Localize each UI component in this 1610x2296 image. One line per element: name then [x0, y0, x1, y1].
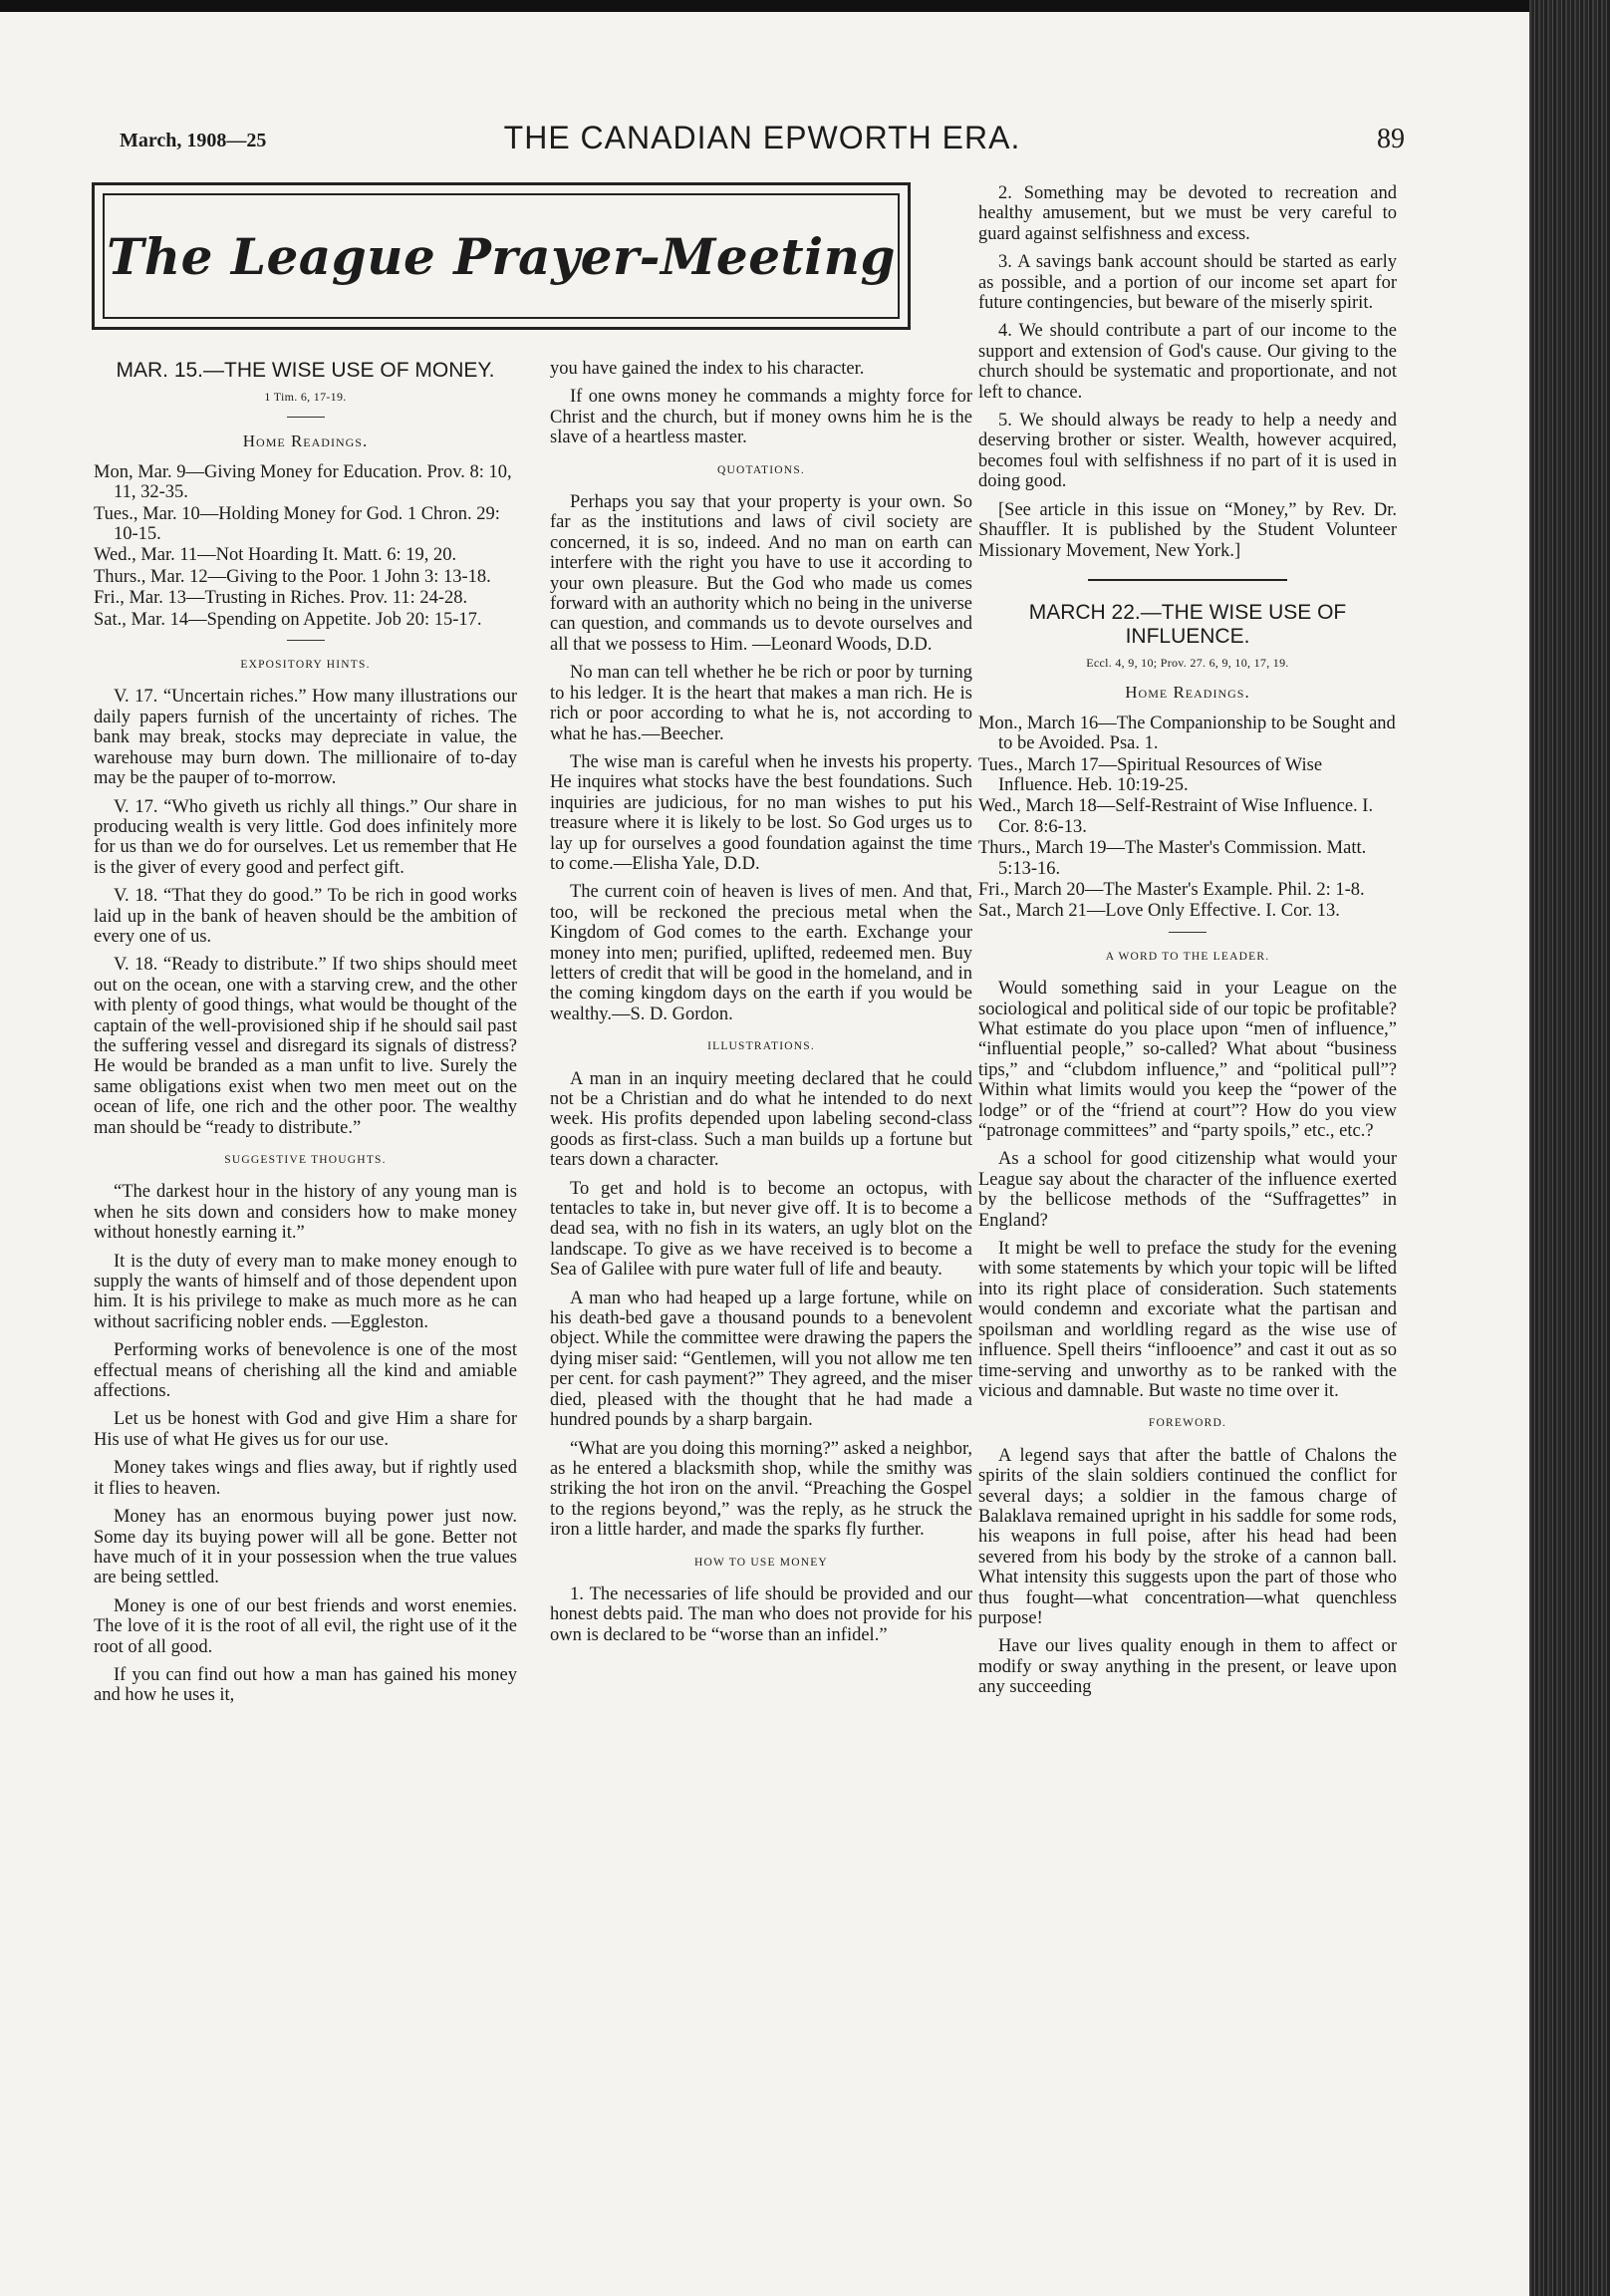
- paragraph: A man in an inquiry meeting declared that he could not be a Christian and do what he intended to do next week. His profits depended upon labeling second-class goods as first-class. Such a man builds up a fortune but tears down a character.: [550, 1068, 972, 1171]
- lesson-heading-mar22: MARCH 22.—THE WISE USE OF INFLUENCE.: [1028, 600, 1347, 648]
- paragraph: If you can find out how a man has gained his money and how he uses it,: [94, 1664, 517, 1706]
- paragraph: 5. We should always be ready to help a needy and deserving brother or sister. Wealth, however acquired, becomes foul with selfishness if no part of it is used in doing good.: [978, 411, 1397, 492]
- reading-item: Wed., March 18—Self-Restraint of Wise Influence. I. Cor. 8:6-13.: [978, 796, 1374, 837]
- paragraph: Performing works of benevolence is one of the most effectual means of cherishing all the kind and amiable affections.: [94, 1340, 517, 1402]
- paragraph: As a school for good citizenship what would your League say about the character of the influence exerted by the bellicose methods of the “Suffragettes” in England?: [978, 1149, 1397, 1231]
- paragraph: Perhaps you say that your property is your own. So far as the institutions and laws of civil society are concerned, it is so, indeed. And no man on earth can interfere with the right you have to use it according to your own pleasure. But the God who made us comes forward with an authority which no being in the universe can question, and commands us to devote ourselves and all that we possess to Him. —Leonard Woods, D.D.: [550, 492, 972, 655]
- section-banner: [92, 182, 911, 330]
- reading-item: Fri., Mar. 13—Trusting in Riches. Prov. 11: 24-28.: [94, 588, 468, 609]
- running-header: [120, 120, 1405, 169]
- reading-item: Tues., Mar. 10—Holding Money for God. 1 Chron. 29: 10-15.: [94, 503, 500, 545]
- suggestive-thoughts-title: SUGGESTIVE THOUGHTS.: [224, 1154, 387, 1166]
- word-to-leader-title: A WORD TO THE LEADER.: [1105, 950, 1270, 963]
- home-readings-list: [94, 462, 517, 630]
- scripture-reference: 1 Tim. 6, 17-19.: [264, 390, 347, 404]
- paragraph: It is the duty of every man to make money enough to supply the wants of himself and of those dependent upon him. It is his privilege to make as much more as he can without sacrificing nobler ends. —Eggleston.: [94, 1251, 517, 1332]
- paragraph: Money has an enormous buying power just now. Some day its buying power will all be gone. Better not have much of it in your possession when the true values are being settled.: [94, 1507, 517, 1588]
- paragraph: Let us be honest with God and give Him a share for His use of what He gives us for our use.: [94, 1409, 517, 1450]
- paragraph: [See article in this issue on “Money,” by Rev. Dr. Shauffler. It is published by the Student Volunteer Missionary Movement, New York.]: [978, 499, 1397, 561]
- paragraph: “The darkest hour in the history of any young man is when he sits down and considers how to make money without honestly earning it.”: [94, 1182, 517, 1244]
- reading-item: Mon, Mar. 9—Giving Money for Education. Prov. 8: 10, 11, 32-35.: [94, 461, 512, 503]
- scripture-reference: Eccl. 4, 9, 10; Prov. 27. 6, 9, 10, 17, 19.: [1086, 655, 1289, 670]
- paragraph: Money takes wings and flies away, but if rightly used it flies to heaven.: [94, 1458, 517, 1499]
- paragraph: A man who had heaped up a large fortune, while on his death-bed gave a thousand pounds to a benevolent object. While the committee were drawing the papers the dying miser said: “Gentlemen, will you not allow me ten per cent. for cash payment?” They agreed, and the miser died, pleased with the thought that he had made a hundred pounds by a sharp bargain.: [550, 1288, 972, 1431]
- paragraph: To get and hold is to become an octopus, with tentacles to take in, but never give off. It is to become a dead sea, with no fish in its waters, an ugly blot on the landscape. To give as we have received is to become a Sea of Galilee with pure water full of life and beauty.: [550, 1178, 972, 1281]
- reading-item: Thurs., March 19—The Master's Commission. Matt. 5:13-16.: [978, 838, 1367, 879]
- column-2: [550, 359, 972, 1653]
- paragraph: A legend says that after the battle of Chalons the spirits of the slain soldiers continued the conflict for several days; a soldier in the famous charge of Balaklava remained upright in his saddle for some rods, his weapons in full poise, after his head had been severed from his body by the stroke of a cannon ball. What intensity this suggests upon the part of those who thus fought—what concentration—what quenchless purpose!: [978, 1445, 1397, 1628]
- home-readings-title: Home Readings.: [242, 431, 369, 451]
- paragraph: V. 17. “Uncertain riches.” How many illustrations our daily papers furnish of the uncertainty of riches. The bank may break, stocks may depreciate in value, the warehouse may burn down. The millionaire of to-day may be the pauper of to-morrow.: [94, 687, 517, 789]
- illustrations-title: ILLUSTRATIONS.: [707, 1040, 815, 1053]
- paragraph: 1. The necessaries of life should be provided and our honest debts paid. The man who does not provide for his own is declared to be “worse than an infidel.”: [550, 1583, 972, 1645]
- paragraph: Money is one of our best friends and worst enemies. The love of it is the root of all evil, the right use of it the root of all good.: [94, 1595, 517, 1657]
- paragraph: If one owns money he commands a mighty force for Christ and the church, but if money owns him he is the slave of a heartless master.: [550, 387, 972, 448]
- paragraph: V. 18. “Ready to distribute.” If two ships should meet out on the ocean, one with a starving crew, and the other with plenty of good things, what would be thought of the captain of the well-provisioned ship if he should sail past the suffering vessel and disregard its signals of distress? He would be branded as a man unfit to live. Surely the same obligations exist when two men meet out on the ocean of life, one rich and the other poor. The wealthy man should be “ready to distribute.”: [94, 955, 517, 1138]
- paragraph: V. 17. “Who giveth us richly all things.” Our share in producing wealth is very little. God does infinitely more for us than we do for ourselves. Let us remember that He is the giver of every good and perfect gift.: [94, 796, 517, 878]
- paragraph: 4. We should contribute a part of our income to the support and extension of God's cause. Our giving to the church should be systematic and proportionate, and not left to chance.: [978, 321, 1397, 403]
- reading-item: Tues., March 17—Spiritual Resources of Wise Influence. Heb. 10:19-25.: [978, 754, 1323, 795]
- paragraph: “What are you doing this morning?” asked a neighbor, as he entered a blacksmith shop, while the smithy was striking the hot iron on the anvil. “Preaching the Gospel to the regions beyond,” was the reply, as he struck the iron a little harder, and made the sparks fly further.: [550, 1438, 972, 1541]
- lesson-heading-mar15: MAR. 15.—THE WISE USE OF MONEY.: [116, 359, 495, 382]
- column-3: [978, 183, 1397, 1706]
- expository-hints-title: EXPOSITORY HINTS.: [240, 659, 371, 672]
- reading-item: Thurs., Mar. 12—Giving to the Poor. 1 John 3: 13-18.: [94, 566, 491, 587]
- scan-edge: [0, 0, 1529, 12]
- paragraph: No man can tell whether he be rich or poor by turning to his ledger. It is the heart that makes a man rich. He is rich or poor according to what he is, not according to what he has.—Beecher.: [550, 663, 972, 744]
- divider: [287, 417, 325, 418]
- foreword-title: FOREWORD.: [1148, 1417, 1227, 1430]
- quotations-title: QUOTATIONS.: [717, 463, 805, 476]
- paragraph: V. 18. “That they do good.” To be rich in good works laid up in the bank of heaven should be the ambition of every one of us.: [94, 886, 517, 947]
- issue-date: March, 1908—25: [120, 130, 267, 151]
- paragraph: The wise man is careful when he invests his property. He inquires what stocks have the best foundations. Such inquiries are judicious, for no man wishes to put his treasure where it is likely to be lost. So God urges us to lay up for ourselves a good foundation against the time to come.—Elisha Yale, D.D.: [550, 751, 972, 874]
- paragraph: Have our lives quality enough in them to affect or modify or sway anything in the present, or leave upon any succeeding: [978, 1636, 1397, 1698]
- how-to-use-money-title: HOW TO USE MONEY: [694, 1556, 828, 1569]
- reading-item: Sat., March 21—Love Only Effective. I. Cor. 13.: [978, 901, 1340, 922]
- paragraph: you have gained the index to his character.: [550, 359, 865, 379]
- divider: [287, 640, 325, 641]
- home-readings-list: [978, 714, 1397, 922]
- reading-item: Sat., Mar. 14—Spending on Appetite. Job 20: 15-17.: [94, 609, 482, 630]
- column-1: [94, 359, 517, 1714]
- banner-title: The League Prayer-Meeting: [107, 226, 896, 286]
- reading-item: Fri., March 20—The Master's Example. Phil. 2: 1-8.: [978, 879, 1365, 900]
- paragraph: Would something said in your League on the sociological and political side of our topic be profitable? What estimate do you place upon “men of influence,” “influential people,” so-called? What about “business tips,” and “clubdom influence,” and “political pull”? Within what limits would you keep the “power of the lodge” or of the “friend at court”? How do you view “patronage committees” and “party spoils,” etc., etc.?: [978, 979, 1397, 1142]
- page-number: 89: [1377, 124, 1405, 154]
- banner-inner-frame: [103, 193, 900, 319]
- reading-item: Mon., March 16—The Companionship to be Sought and to be Avoided. Psa. 1.: [978, 713, 1396, 754]
- home-readings-title: Home Readings.: [1125, 683, 1250, 703]
- divider: [1169, 932, 1207, 933]
- reading-item: Wed., Mar. 11—Not Hoarding It. Matt. 6: 19, 20.: [94, 545, 457, 566]
- paragraph: 3. A savings bank account should be started as early as possible, and a portion of our income set apart for future contingencies, but beware of the miserly spirit.: [978, 252, 1397, 314]
- magazine-title: THE CANADIAN EPWORTH ERA.: [503, 120, 1021, 155]
- book-spine-edge: [1529, 0, 1610, 2296]
- paragraph: 2. Something may be devoted to recreation and healthy amusement, but we must be very careful to guard against selfishness and excess.: [978, 183, 1397, 244]
- paragraph: The current coin of heaven is lives of men. And that, too, will be reckoned the precious metal when the Kingdom of God comes to the earth. Exchange your money into men; purified, uplifted, redeemed men. Buy letters of credit that will be good in the homeland, and in the coming kingdom days on the earth if you would be wealthy.—S. D. Gordon.: [550, 882, 972, 1024]
- section-divider: [1088, 579, 1287, 581]
- paragraph: It might be well to preface the study for the evening with some statements by which your topic will be lifted into its right place of consideration. Such statements would condemn and excoriate what the partisan and spoilsman and worldling regard as the wise use of influence. Spell theirs “inflooence” and cast it out as so time-serving and unworthy as to be ranked with the vicious and damnable. But waste no time over it.: [978, 1239, 1397, 1401]
